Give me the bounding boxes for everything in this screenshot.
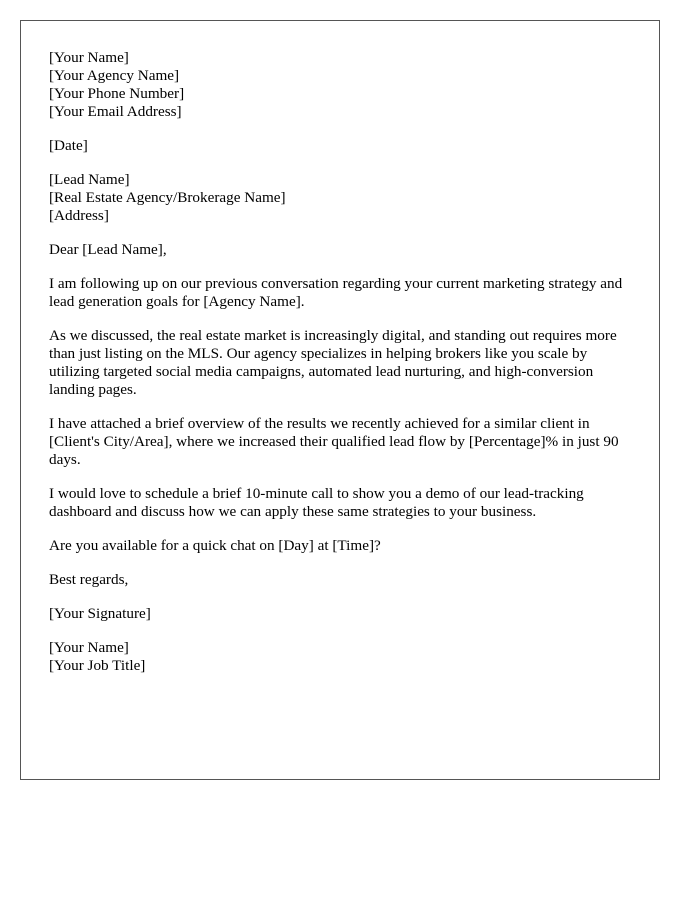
signature: [Your Signature] bbox=[49, 605, 151, 622]
letter-body bbox=[49, 49, 639, 691]
signoff-name: [Your Name] bbox=[49, 639, 129, 656]
salutation: Dear [Lead Name], bbox=[49, 241, 167, 258]
recipient-agency: [Real Estate Agency/Brokerage Name] bbox=[49, 189, 286, 206]
sender-block bbox=[49, 49, 639, 121]
signoff-block bbox=[49, 639, 639, 675]
signoff-title: [Your Job Title] bbox=[49, 657, 146, 674]
paragraph-services: As we discussed, the real estate market is increasingly digital, and standing out requires more than just listing on the MLS. Our agency specializes in helping brokers like you scale by utilizing targeted social media campaigns, automated lead nurturing, and high-conversion landing pages. bbox=[49, 327, 617, 398]
paragraph-availability: Are you available for a quick chat on [Day] at [Time]? bbox=[49, 537, 381, 554]
sender-email: [Your Email Address] bbox=[49, 103, 182, 120]
letter-date: [Date] bbox=[49, 137, 88, 154]
paragraph-call-request: I would love to schedule a brief 10-minute call to show you a demo of our lead-tracking dashboard and discuss how we can apply these same strategies to your business. bbox=[49, 485, 584, 520]
sender-agency: [Your Agency Name] bbox=[49, 67, 180, 84]
paragraph-followup: I am following up on our previous conversation regarding your current marketing strategy and lead generation goals for [Agency Name]. bbox=[49, 275, 623, 310]
sender-name: [Your Name] bbox=[49, 49, 129, 66]
recipient-name: [Lead Name] bbox=[49, 171, 130, 188]
date-block bbox=[49, 137, 639, 155]
closing: Best regards, bbox=[49, 571, 129, 588]
recipient-address: [Address] bbox=[49, 207, 109, 224]
sender-phone: [Your Phone Number] bbox=[49, 85, 185, 102]
paragraph-results: I have attached a brief overview of the results we recently achieved for a similar client in [Client's City/Area], where we increased their qualified lead flow by [Percentage]% in just 90 days. bbox=[49, 415, 619, 468]
recipient-block bbox=[49, 171, 639, 225]
letter-page bbox=[20, 20, 660, 780]
